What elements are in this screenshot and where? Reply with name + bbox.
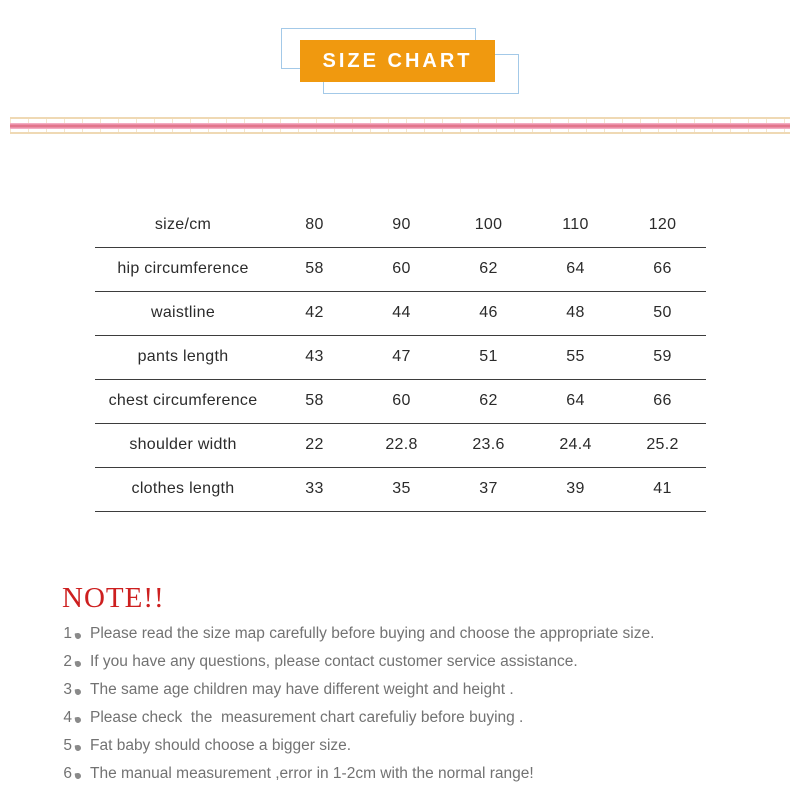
size-table-cell: 47 (392, 348, 411, 365)
size-table-cell: 51 (479, 348, 498, 365)
size-table-row-label: size/cm (154, 215, 212, 233)
size-table-row-label: clothes length (131, 480, 235, 497)
size-table-cell: 80 (305, 215, 324, 233)
size-table-cell: 24.4 (559, 436, 592, 453)
cjk-enum-comma-icon (75, 632, 82, 639)
size-table-cell: 23.6 (472, 436, 505, 453)
cjk-enum-comma-icon (75, 660, 82, 667)
size-table-cell: 37 (479, 480, 498, 497)
size-table-cell: 58 (305, 392, 324, 409)
note-item-text: Fat baby should choose a bigger size. (90, 737, 352, 754)
size-table-cell: 60 (392, 392, 411, 409)
size-table-cell: 110 (562, 215, 589, 233)
note-item-number: 4 (63, 709, 72, 726)
banner-title: SIZE CHART (322, 49, 473, 72)
note-item-text: The manual measurement ,error in 1-2cm with the normal range! (90, 765, 534, 782)
cjk-enum-comma-icon (75, 688, 82, 695)
size-table-cell: 100 (474, 215, 503, 233)
size-table-cell: 48 (566, 304, 585, 321)
size-table-cell: 35 (392, 480, 411, 497)
size-table-cell: 46 (479, 304, 498, 321)
size-table-row-label: pants length (137, 348, 229, 365)
divider-pink-stripe (10, 123, 790, 129)
note-item (62, 704, 654, 732)
size-table-cell: 90 (392, 215, 411, 233)
cjk-enum-comma-icon (75, 744, 82, 751)
size-table-cell: 120 (648, 215, 677, 233)
note-item-text: Please check the measurement chart carefuliy before buying . (90, 709, 524, 726)
size-table-body (95, 203, 706, 511)
size-table-cell: 62 (479, 260, 498, 277)
size-table-cell: 58 (305, 260, 324, 277)
note-item-text: If you have any questions, please contact customer service assistance. (90, 653, 578, 670)
note-heading: NOTE!! (62, 582, 165, 614)
size-table-row (95, 335, 706, 379)
size-table-cell: 25.2 (646, 436, 679, 453)
size-table-cell: 22 (305, 436, 324, 453)
size-table (95, 203, 706, 512)
size-table-row-label: chest circumference (108, 392, 258, 409)
size-table-cell: 66 (653, 392, 672, 409)
size-table-cell: 62 (479, 392, 498, 409)
size-table-cell: 64 (566, 392, 585, 409)
note-item (62, 732, 654, 760)
size-table-cell: 22.8 (385, 436, 418, 453)
size-table-cell: 43 (305, 348, 324, 365)
note-item-number: 5 (63, 737, 72, 754)
note-item (62, 676, 654, 704)
note-item (62, 620, 654, 648)
size-table-cell: 64 (566, 260, 585, 277)
size-table-row (95, 423, 706, 467)
note-item-number: 6 (63, 765, 72, 782)
size-table-cell: 44 (392, 304, 411, 321)
divider-tan-line-bottom (10, 132, 790, 134)
note-item-text: The same age children may have different weight and height . (90, 681, 514, 698)
note-item (62, 648, 654, 676)
size-table-cell: 42 (305, 304, 324, 321)
size-table-cell: 59 (653, 348, 672, 365)
size-table-row (95, 247, 706, 291)
size-table-row-label: waistline (150, 304, 216, 321)
size-table-cell: 33 (305, 480, 324, 497)
note-item-text: Please read the size map carefully before buying and choose the appropriate size. (90, 625, 655, 642)
size-table-cell: 55 (566, 348, 585, 365)
cjk-enum-comma-icon (75, 772, 82, 779)
size-table-cell: 41 (653, 480, 672, 497)
size-table-header-row (95, 203, 706, 247)
size-table-cell: 60 (392, 260, 411, 277)
size-table-cell: 39 (566, 480, 585, 497)
size-table-row-label: shoulder width (129, 436, 237, 453)
notes-list (62, 620, 654, 788)
cjk-enum-comma-icon (75, 716, 82, 723)
note-item-number: 2 (63, 653, 72, 670)
note-item-number: 1 (63, 625, 72, 642)
size-table-row (95, 467, 706, 511)
size-table-row (95, 379, 706, 423)
size-table-cell: 50 (653, 304, 672, 321)
size-table-row-label: hip circumference (117, 260, 249, 277)
size-table-cell: 66 (653, 260, 672, 277)
note-item-number: 3 (63, 681, 72, 698)
banner-title-box (300, 40, 495, 82)
size-table-row (95, 291, 706, 335)
note-item (62, 760, 654, 788)
